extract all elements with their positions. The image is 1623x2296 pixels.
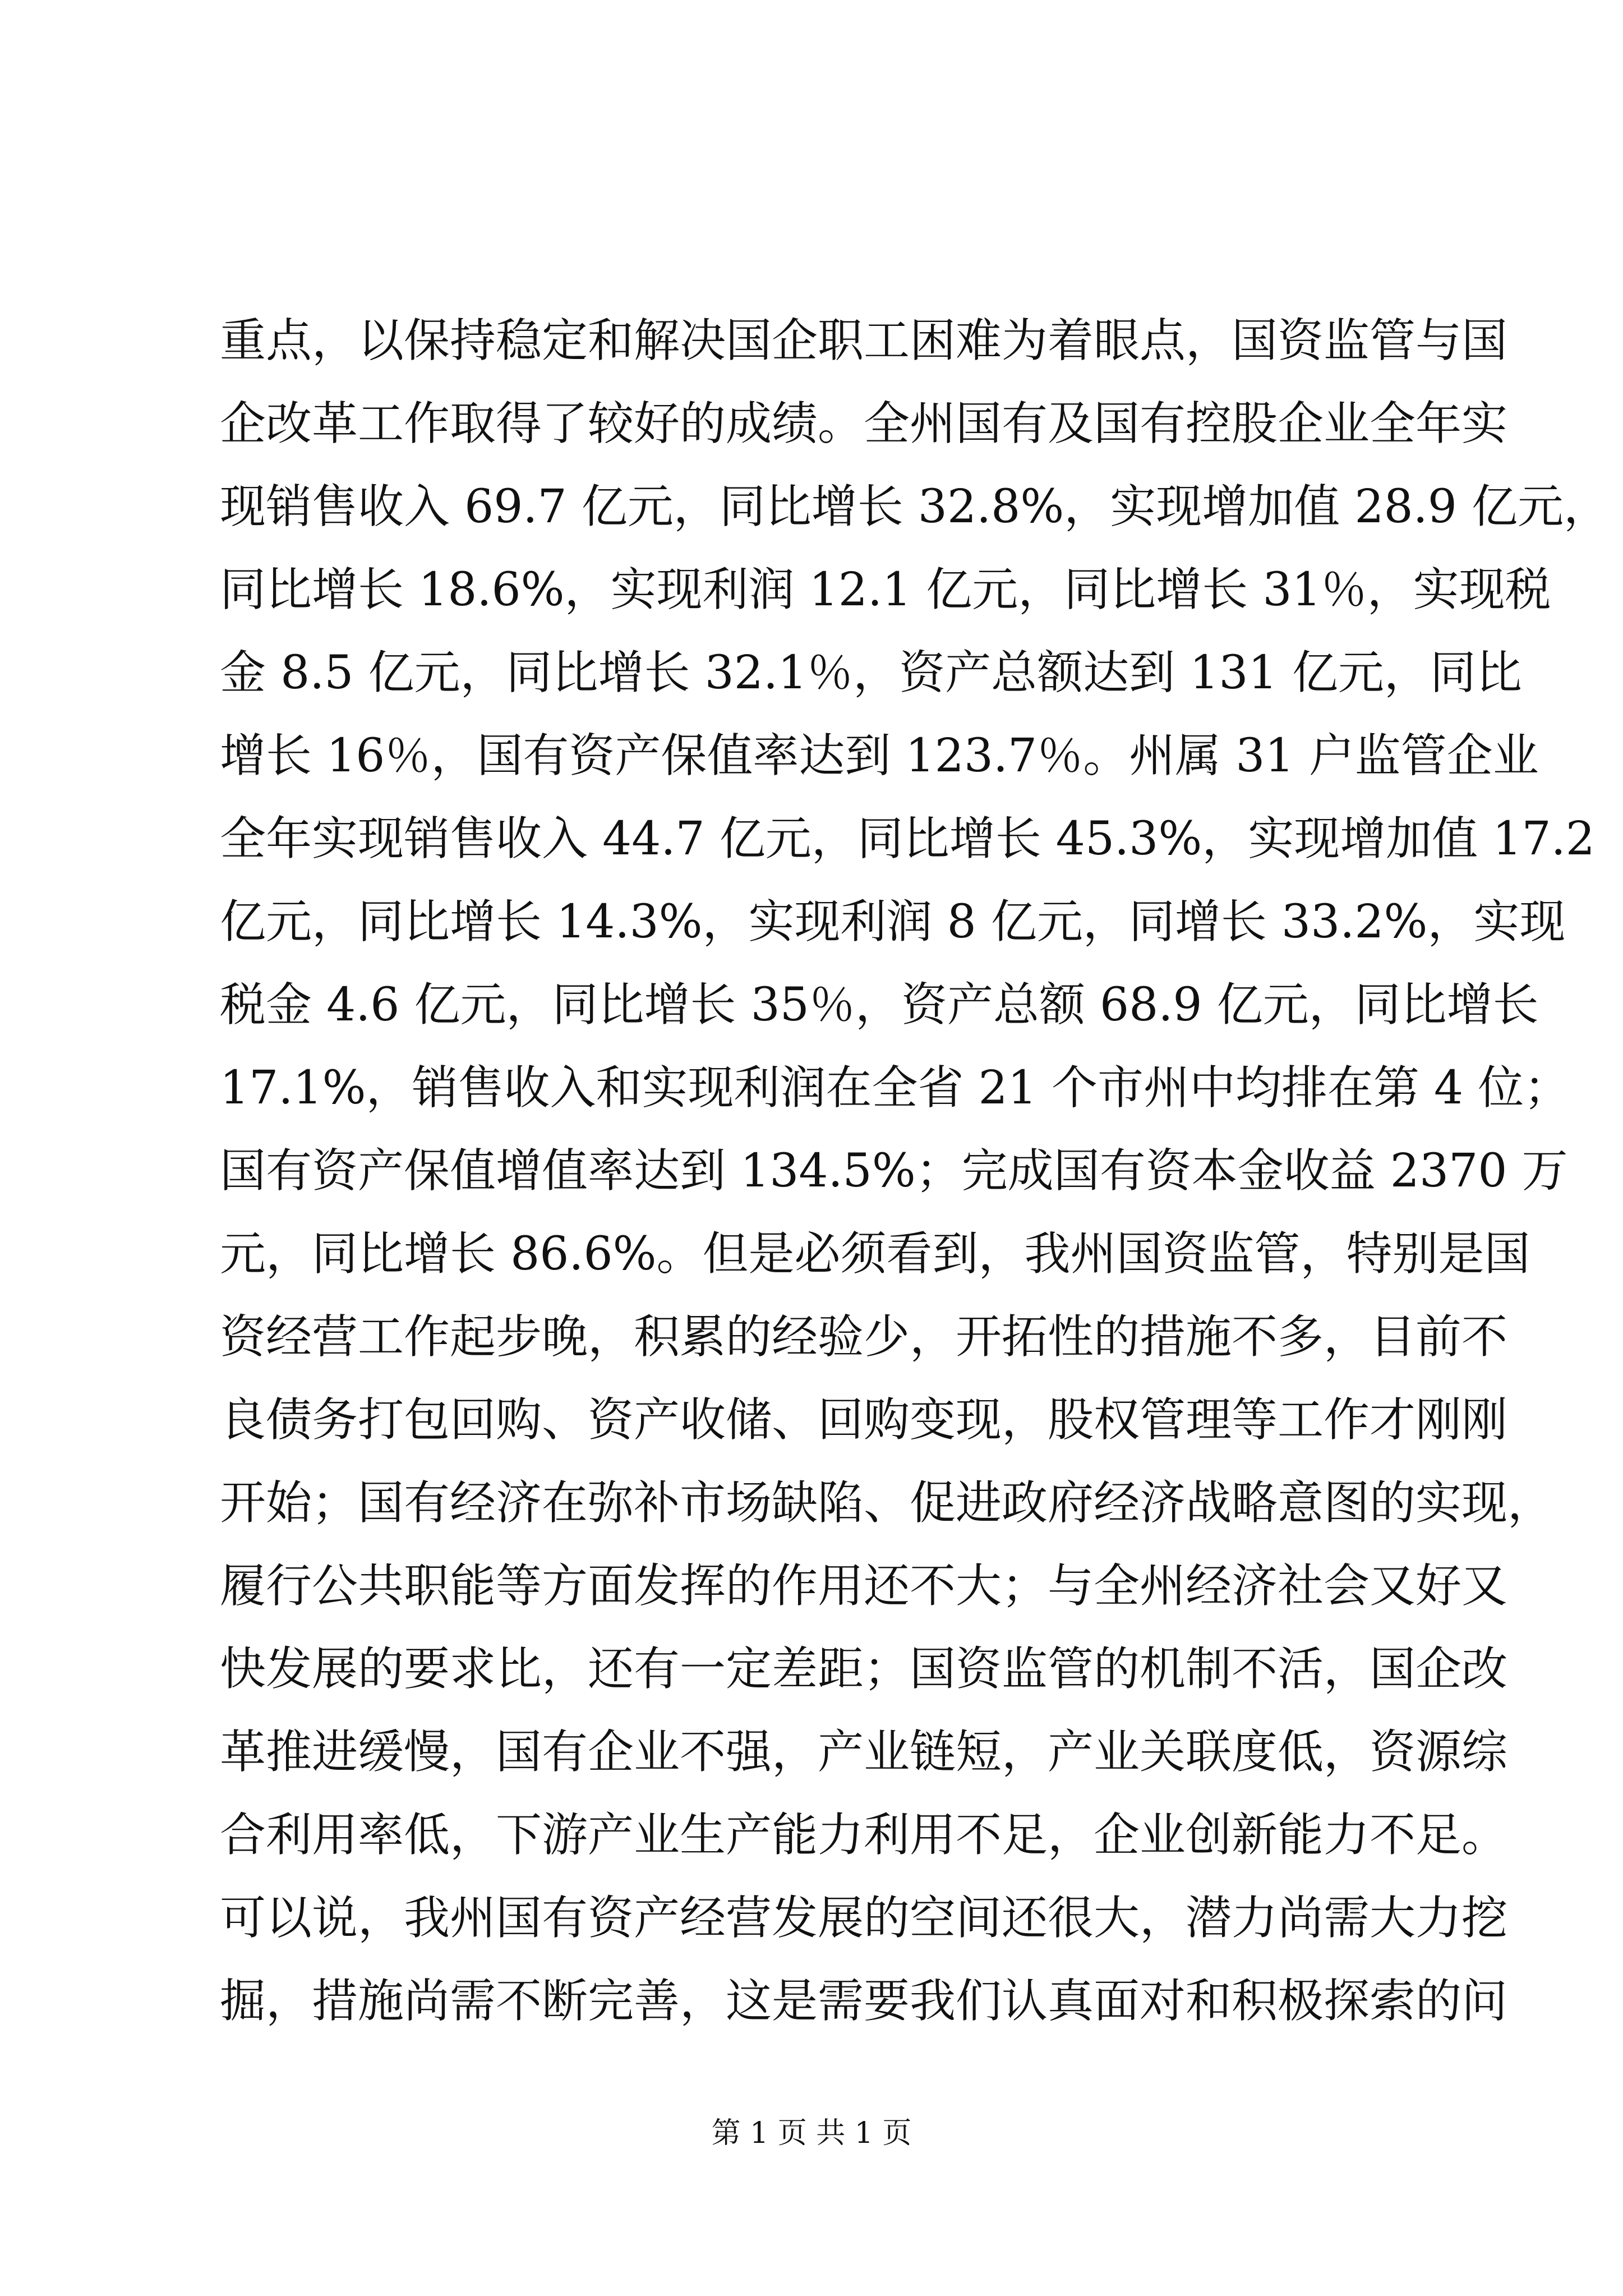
text-line: 掘，措施尚需不断完善，这是需要我们认真面对和积极探索的问: [220, 1975, 1508, 2028]
text-line: 元，同比增长 86.6%。但是必须看到，我州国资监管，特别是国: [220, 1227, 1530, 1281]
page-footer: 第 1 页 共 1 页: [711, 2116, 912, 2150]
text-line: 17.1%，销售收入和实现利润在全省 21 个市州中均排在第 4 位；: [220, 1061, 1570, 1115]
text-line: 资经营工作起步晚，积累的经验少，开拓性的措施不多，目前不: [220, 1310, 1508, 1364]
text-line: 国有资产保值增值率达到 134.5%；完成国有资本金收益 2370 万: [220, 1144, 1568, 1198]
text-line: 合利用率低，下游产业生产能力利用不足，企业创新能力不足。: [220, 1809, 1508, 1862]
text-line: 现销售收入 69.7 亿元，同比增长 32.8%，实现增加值 28.9 亿元，: [220, 480, 1610, 533]
text-line: 全年实现销售收入 44.7 亿元，同比增长 45.3%，实现增加值 17.2: [220, 812, 1595, 866]
text-line: 可以说，我州国有资产经营发展的空间还很大，潜力尚需大力挖: [220, 1892, 1508, 1945]
text-line: 增长 16％，国有资产保值率达到 123.7％。州属 31 户监管企业: [220, 729, 1539, 783]
text-line: 良债务打包回购、资产收储、回购变现，股权管理等工作才刚刚: [220, 1393, 1508, 1447]
body-paragraph: [220, 300, 1610, 2043]
text-line: 金 8.5 亿元，同比增长 32.1％，资产总额达到 131 亿元，同比: [220, 646, 1522, 700]
text-line: 税金 4.6 亿元，同比增长 35％，资产总额 68.9 亿元，同比增长: [220, 978, 1539, 1032]
text-line: 开始；国有经济在弥补市场缺陷、促进政府经济战略意图的实现，: [220, 1476, 1554, 1530]
text-line: 重点，以保持稳定和解决国企职工困难为着眼点，国资监管与国: [220, 314, 1508, 367]
text-line: 亿元，同比增长 14.3%，实现利润 8 亿元，同增长 33.2%，实现: [220, 895, 1566, 949]
text-line: 快发展的要求比，还有一定差距；国资监管的机制不活，国企改: [220, 1642, 1508, 1696]
text-line: 革推进缓慢，国有企业不强，产业链短，产业关联度低，资源综: [220, 1726, 1508, 1779]
text-line: 同比增长 18.6%，实现利润 12.1 亿元，同比增长 31％，实现税: [220, 563, 1551, 616]
text-line: 企改革工作取得了较好的成绩。全州国有及国有控股企业全年实: [220, 397, 1508, 450]
text-line: 履行公共职能等方面发挥的作用还不大；与全州经济社会又好又: [220, 1559, 1508, 1613]
